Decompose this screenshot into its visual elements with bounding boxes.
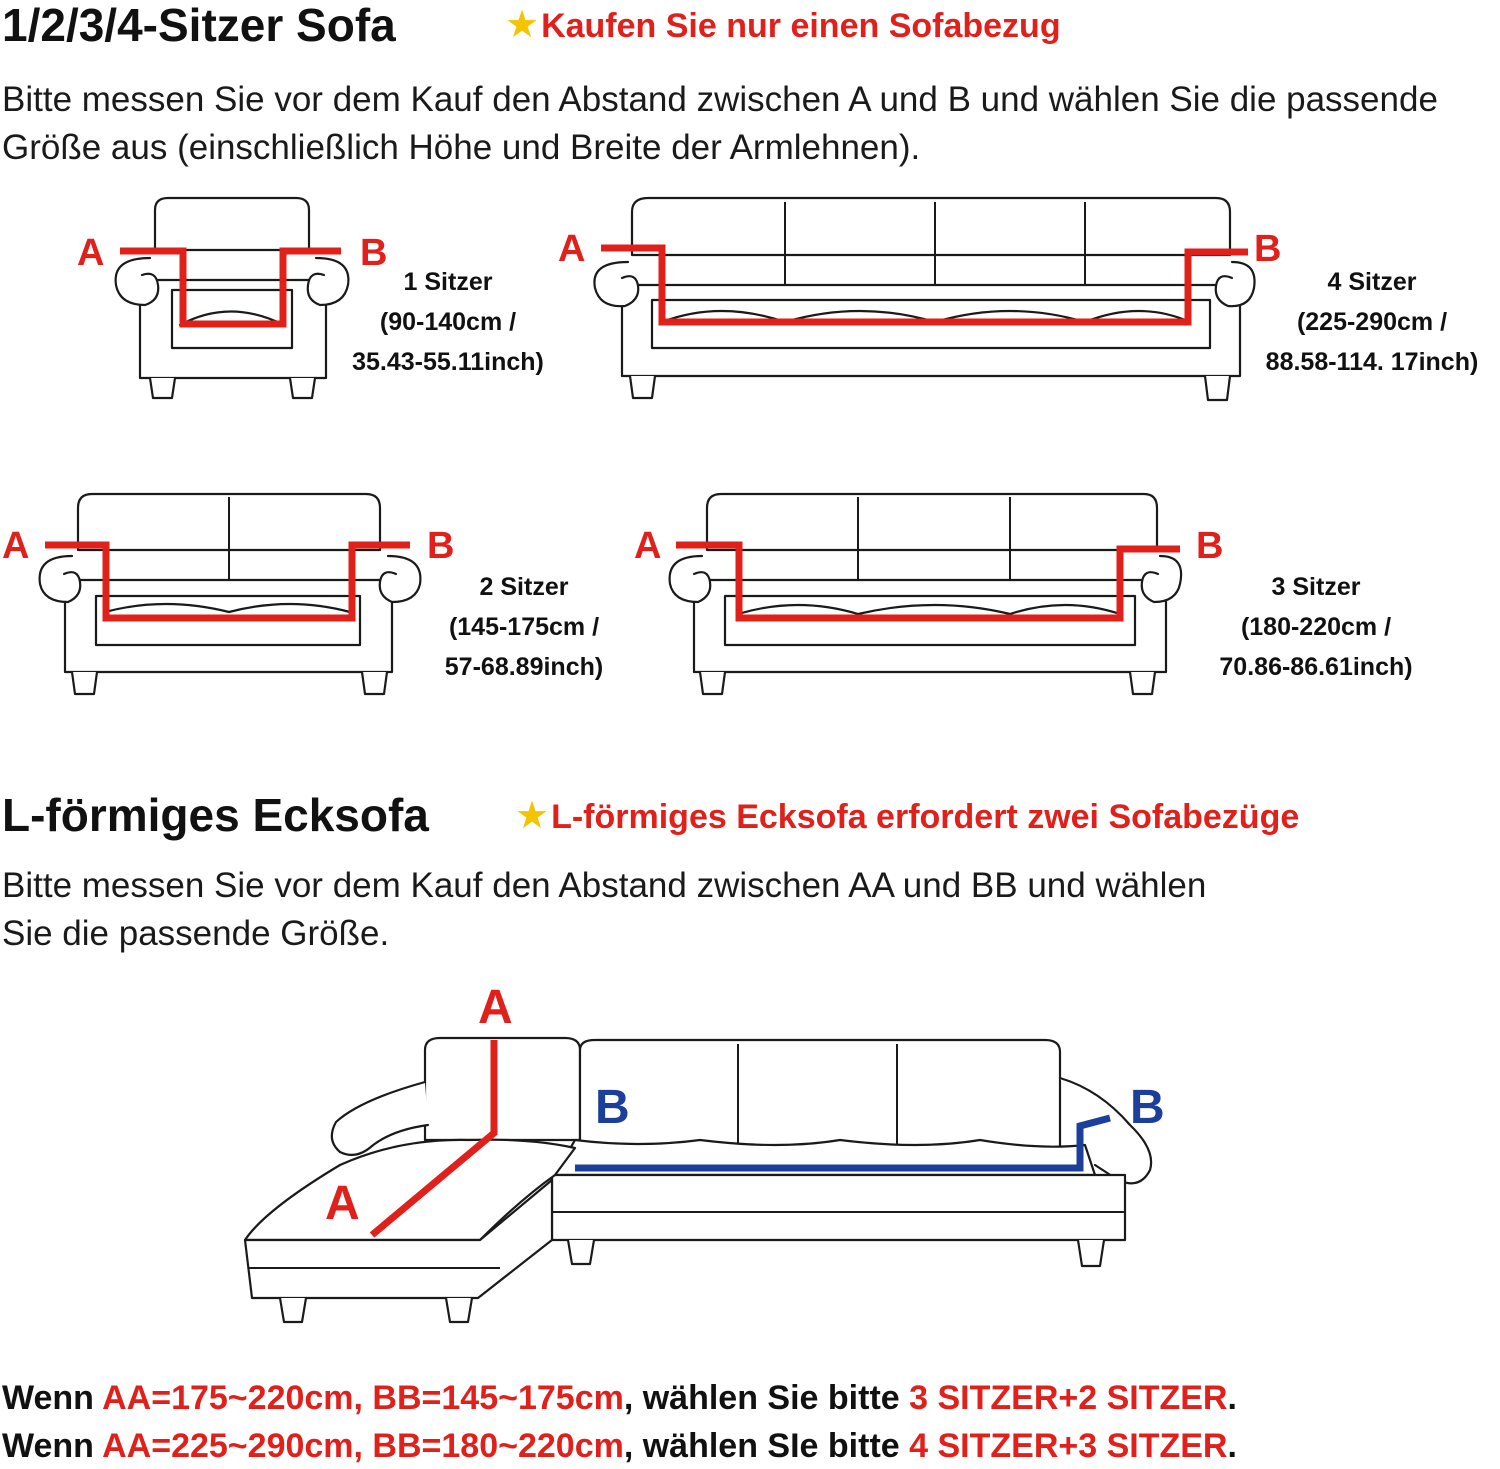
rule-1-suffix: . <box>1227 1379 1237 1417</box>
sofa-3-seater-drawing <box>670 494 1182 694</box>
sofa-3-label <box>1188 567 1444 687</box>
sofa-2-point-b: B <box>427 525 455 567</box>
sofa-2-name: 2 Sitzer <box>479 573 569 601</box>
section1-title: 1/2/3/4-Sitzer Sofa <box>2 0 396 51</box>
star-icon: ★ <box>505 4 540 46</box>
rule-line-1 <box>2 1381 1237 1415</box>
section1-note-text: Kaufen Sie nur einen Sofabezug <box>541 7 1061 45</box>
sofa-2-range-inch: 57-68.89inch) <box>444 653 604 681</box>
lsofa-point-b-left: B <box>595 1081 630 1134</box>
sofa-2-label <box>396 567 652 687</box>
sofa-4-range-cm: (225-290cm / <box>1296 308 1448 336</box>
sofa-1-name: 1 Sitzer <box>403 268 493 296</box>
sofa-4-point-a: A <box>558 228 586 270</box>
sofa-4-label <box>1244 262 1500 382</box>
sofa-1-label <box>320 262 576 382</box>
rule-2-measure: AA=225~290cm, BB=180~220cm <box>102 1427 624 1465</box>
sofa-3-name: 3 Sitzer <box>1271 573 1361 601</box>
rule-2-middle: , wählen SIe bitte <box>623 1427 910 1465</box>
sofa-3-point-a: A <box>634 525 662 567</box>
rule-1-prefix: Wenn <box>2 1379 103 1417</box>
lsofa-point-a-bottom: A <box>325 1177 360 1230</box>
sofa-3-range-inch: 70.86-86.61inch) <box>1219 653 1413 681</box>
rule-2-choice: 4 SITZER+3 SITZER <box>909 1427 1228 1465</box>
rule-line-2 <box>2 1429 1237 1463</box>
l-shaped-sofa-drawing <box>245 1038 1151 1322</box>
lsofa-point-a-top: A <box>478 981 513 1034</box>
sofa-1-seater-drawing <box>116 198 349 398</box>
section2-instruction: Bitte messen Sie vor dem Kauf den Abstand zwischen AA und BB und wählen Sie die passende Größe. <box>2 866 1207 953</box>
sofa-4-point-b: B <box>1254 228 1282 270</box>
rule-2-prefix: Wenn <box>2 1427 103 1465</box>
sofa-4-name: 4 Sitzer <box>1327 268 1417 296</box>
sofa-1-point-b: B <box>360 232 388 274</box>
sofa-1-point-a: A <box>77 232 105 274</box>
section2-title: L-förmiges Ecksofa <box>2 789 429 841</box>
sofa-4-seater-drawing <box>594 198 1254 400</box>
rule-2-suffix: . <box>1227 1427 1237 1465</box>
sofa-4-range-inch: 88.58-114. 17inch) <box>1265 348 1479 376</box>
section1-instruction: Bitte messen Sie vor dem Kauf den Abstand zwischen A und B und wählen Sie die passende Größe aus (einschließlich Höhe und Breite der Armlehnen). <box>2 80 1438 167</box>
sofa-3-point-b: B <box>1196 525 1224 567</box>
sofa-2-seater-drawing <box>40 494 421 694</box>
sofa-3-range-cm: (180-220cm / <box>1240 613 1392 641</box>
sofa-2-point-a: A <box>2 525 30 567</box>
star-icon: ★ <box>515 795 550 837</box>
lsofa-point-b-right: B <box>1130 1081 1165 1134</box>
section2-note-text: L-förmiges Ecksofa erfordert zwei Sofabezüge <box>551 798 1300 836</box>
sofa-1-range-inch: 35.43-55.11inch) <box>352 348 544 376</box>
sofa-1-range-cm: (90-140cm / <box>379 308 517 336</box>
rule-1-measure: AA=175~220cm, BB=145~175cm <box>102 1379 624 1417</box>
rule-1-choice: 3 SITZER+2 SITZER <box>909 1379 1228 1417</box>
sofa-2-range-cm: (145-175cm / <box>448 613 600 641</box>
section2-note <box>515 797 1299 835</box>
rule-1-middle: , wählen Sie bitte <box>623 1379 910 1417</box>
